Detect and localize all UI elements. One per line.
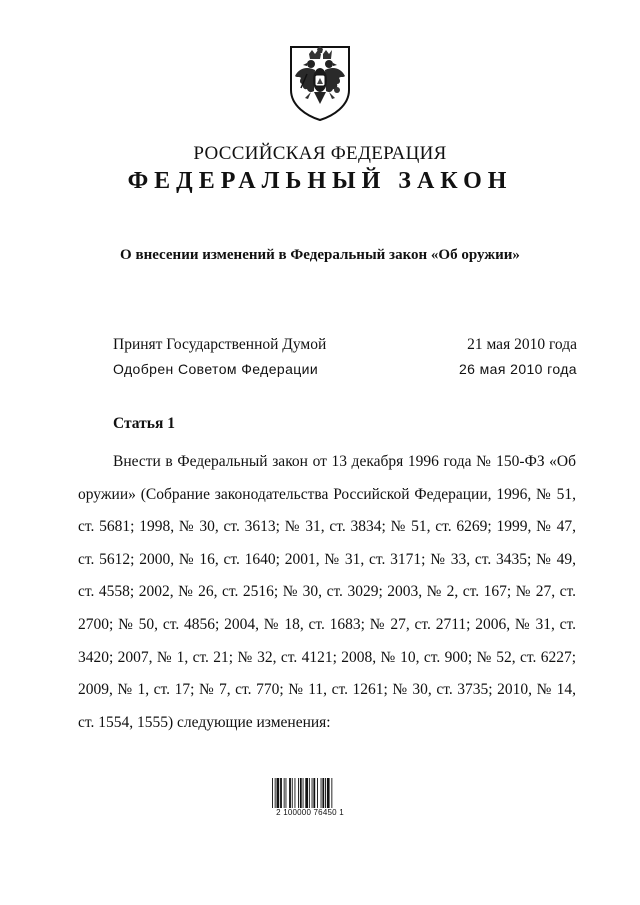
coat-of-arms-icon — [287, 44, 353, 122]
law-title: О внесении изменений в Федеральный закон «Об оружии» — [120, 247, 520, 263]
adoption-row-council — [113, 361, 577, 381]
country-heading: РОССИЙСКАЯ ФЕДЕРАЦИЯ — [193, 143, 447, 164]
adoption-date: 21 мая 2010 года — [467, 336, 577, 353]
barcode — [268, 774, 352, 822]
adoption-label: Одобрен Советом Федерации — [113, 361, 319, 377]
article-heading: Статья 1 — [113, 415, 175, 432]
adoption-date: 26 мая 2010 года — [458, 361, 577, 377]
document-type-heading: ФЕДЕРАЛЬНЫЙ ЗАКОН — [127, 168, 513, 194]
article-text: Внести в Федеральный закон от 13 декабря 1996 года № 150-ФЗ «Об оружии» (Собрание законодательства Российской Федерации, 1996, № 51, ст. 5681; 1998, № 30, ст. 3613; № 31, ст. 3834; № 51, ст. 6269; 1999, № 47, ст. 5612; 2000, № 16, ст. 1640; 2001, № 31, ст. 3171; № 33, ст. 3435; № 49, ст. 4558; 2002, № 26, ст. 2516; № 30, ст. 3029; 2003, № 2, ст. 167; № 27, ст. 2700; № 50, ст. 4856; 2004, № 18, ст. 1683; № 27, ст. 2711; 2006, № 31, ст. 3420; 2007, № 1, ст. 21; № 32, ст. 4121; 2008, № 10, ст. 900; № 52, ст. 6227; 2009, № 1, ст. 17; № 7, ст. 770; № 11, ст. 1261; № 30, ст. 3735; 2010, № 14, ст. 1554, 1555) следующие изменения: — [78, 453, 576, 731]
barcode-icon — [272, 778, 348, 808]
adoption-row-duma — [113, 336, 577, 356]
barcode-number: 2 100000 76450 1 — [276, 808, 344, 817]
adoption-label: Принят Государственной Думой — [113, 336, 327, 353]
